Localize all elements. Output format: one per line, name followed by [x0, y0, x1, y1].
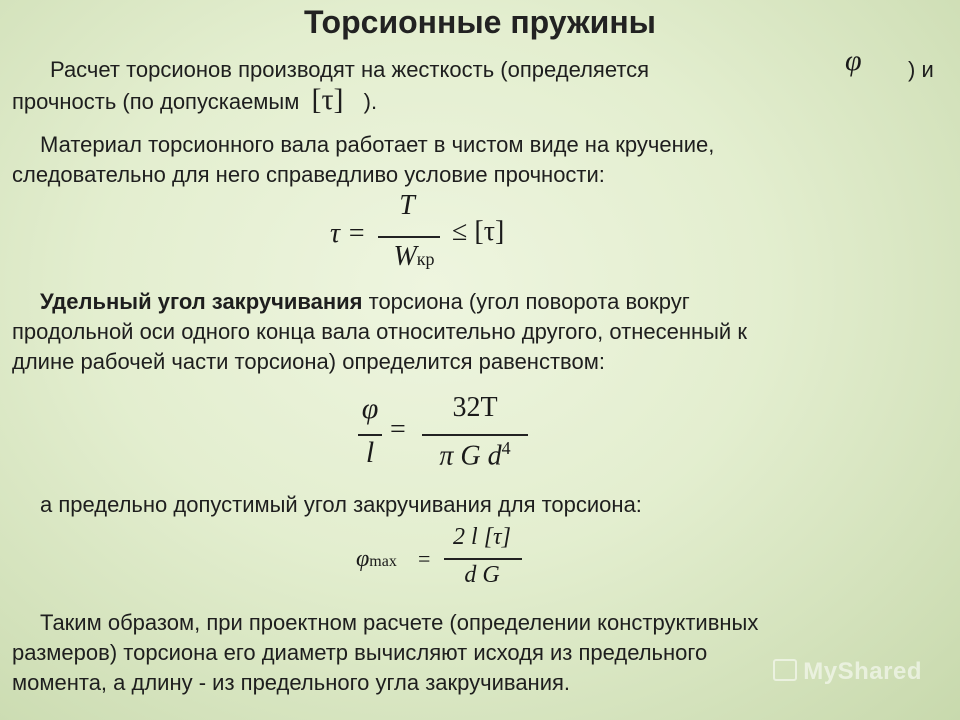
term-specific-twist-angle: Удельный угол закручивания [40, 289, 363, 314]
f1-numerator: T [399, 190, 415, 221]
f3-lhs-sub: max [369, 553, 397, 570]
paragraph-3-line-2: продольной оси одного конца вала относительно другого, отнесенный к [12, 319, 747, 344]
f1-denominator [374, 240, 454, 273]
f3-denominator: d G [464, 562, 500, 588]
p1-text-a: Расчет торсионов производят на жесткость (определяется [50, 57, 650, 82]
f2-right-den-pow: 4 [501, 438, 511, 458]
paragraph-3-line-1 [40, 287, 950, 317]
p1-text-d: ). [363, 89, 378, 114]
paragraph-3-line-3: длине рабочей части торсиона) определится равенством: [12, 349, 605, 374]
phi-symbol: φ [845, 44, 862, 77]
watermark-icon [773, 659, 797, 681]
f3-lhs-var: φ [356, 546, 370, 572]
f1-rhs: ≤ [τ] [452, 216, 505, 247]
f1-den-sub: кр [416, 249, 435, 269]
f2-right-den-expr: π G d [439, 440, 502, 472]
p3-line-1-rest: торсиона (угол поворота вокруг [362, 289, 690, 314]
f2-right-num: 32T [452, 392, 498, 423]
f2-right-bar [422, 434, 528, 436]
f1-lhs: τ = [330, 218, 366, 249]
page-title: Торсионные пружины [304, 4, 656, 40]
f3-eq: = [418, 546, 431, 571]
watermark-text: MyShared [803, 658, 922, 685]
paragraph-1-line-2 [12, 85, 377, 117]
formula-strength-condition [330, 190, 550, 285]
paragraph-5-line-3: момента, а длину - из предельного угла закручивания. [12, 670, 571, 695]
f3-fraction-bar [444, 558, 522, 560]
paragraph-2-line-1: Материал торсионного вала работает в чистом виде на кручение, [40, 132, 715, 157]
formula-specific-twist [352, 392, 552, 482]
f2-right-den [420, 438, 530, 472]
paragraph-2-line-2: следовательно для него справедливо условие прочности: [12, 162, 605, 187]
paragraph-5-line-1: Таким образом, при проектном расчете (определении конструктивных [40, 610, 759, 635]
paragraph-1-line-1 [50, 55, 950, 85]
p1-text-b: ) и [908, 57, 934, 82]
p1-text-c: прочность (по допускаемым [12, 89, 300, 114]
f3-numerator: 2 l [τ] [453, 524, 511, 550]
tau-bracket: [τ] [311, 83, 344, 116]
f1-den-var: W [393, 241, 417, 272]
f2-eq: = [390, 414, 406, 445]
paragraph-4: а предельно допустимый угол закручивания для торсиона: [40, 492, 642, 517]
f1-fraction-bar [378, 236, 440, 238]
f3-lhs [356, 546, 397, 573]
watermark-logo [773, 658, 922, 686]
paragraph-5-line-2: размеров) торсиона его диаметр вычисляют исходя из предельного [12, 640, 708, 665]
formula-max-twist-angle [356, 524, 536, 600]
f2-left-num: φ [361, 392, 379, 425]
f2-left-den: l [365, 436, 375, 469]
